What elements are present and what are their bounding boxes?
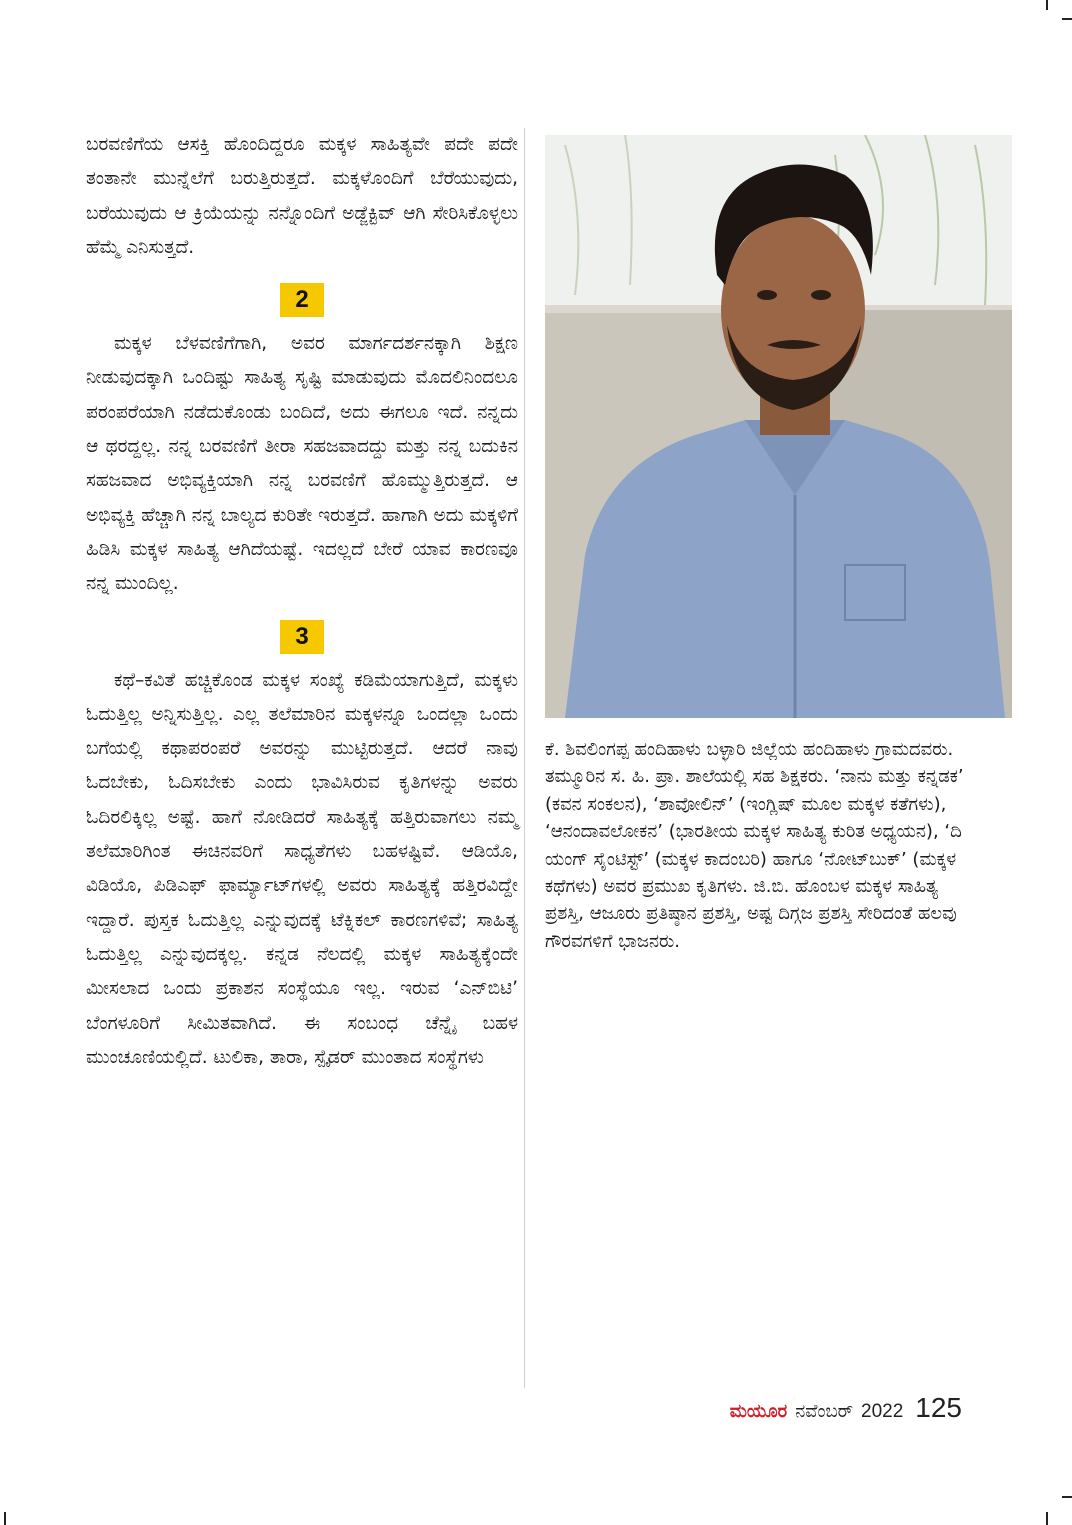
- page-footer: [730, 1392, 962, 1428]
- intro-paragraph: ಬರವಣಿಗೆಯ ಆಸಕ್ತಿ ಹೊಂದಿದ್ದರೂ ಮಕ್ಕಳ ಸಾಹಿತ್ಯವೇ ಪದೇ ಪದೇ ತಂತಾನೇ ಮುನ್ನೆಲೆಗೆ ಬರುತ್ತಿರುತ್ತದೆ. ಮಕ್ಕಳೊಂದಿಗೆ ಬೆರೆಯುವುದು, ಬರೆಯುವುದು ಆ ಕ್ರಿಯೆಯನ್ನು ನನ್ನೊಂದಿಗೆ ಅಡ್ಜೆಕ್ಟಿವ್ ಆಗಿ ಸೇರಿಸಿಕೊಳ್ಳಲು ಹೆಮ್ಮೆ ಎನಿಸುತ್ತದೆ.: [86, 134, 518, 258]
- crop-mark: [1062, 1496, 1072, 1498]
- section-3-header: [86, 620, 518, 654]
- page-number: 125: [915, 1392, 962, 1423]
- section-2-badge: 2: [280, 283, 324, 317]
- author-portrait-photo: [545, 135, 1012, 718]
- section-2-header: [86, 283, 518, 317]
- crop-mark: [1062, 18, 1072, 20]
- article-column: [86, 128, 518, 1075]
- crop-mark: [1046, 1512, 1048, 1525]
- issue-year: 2022: [861, 1401, 904, 1422]
- section-3-badge: 3: [280, 620, 324, 654]
- caption-text: ಕೆ. ಶಿವಲಿಂಗಪ್ಪ ಹಂದಿಹಾಳು ಬಳ್ಳಾರಿ ಜಿಲ್ಲೆಯ ಹಂದಿಹಾಳು ಗ್ರಾಮದವರು. ತಮ್ಮೂರಿನ ಸ. ಹಿ. ಪ್ರಾ. ಶಾಲೆಯಲ್ಲಿ ಸಹ ಶಿಕ್ಷಕರು. ‘ನಾನು ಮತ್ತು ಕನ್ನಡಕ’ (ಕವನ ಸಂಕಲನ), ‘ಶಾವೋಲಿನ್’ (ಇಂಗ್ಲಿಷ್ ಮೂಲ ಮಕ್ಕಳ ಕತೆಗಳು), ‘ಆನಂದಾವಲೋಕನ’ (ಭಾರತೀಯ ಮಕ್ಕಳ ಸಾಹಿತ್ಯ ಕುರಿತ ಅಧ್ಯಯನ), ‘ದಿ ಯಂಗ್ ಸೈಂಟಿಸ್ಟ್’ (ಮಕ್ಕಳ ಕಾದಂಬರಿ) ಹಾಗೂ ‘ನೋಟ್‌ಬುಕ್’ (ಮಕ್ಕಳ ಕಥೆಗಳು) ಅವರ ಪ್ರಮುಖ ಕೃತಿಗಳು. ಜಿ.ಬಿ. ಹೊಂಬಳ ಮಕ್ಕಳ ಸಾಹಿತ್ಯ ಪ್ರಶಸ್ತಿ, ಆಜೂರು ಪ್ರತಿಷ್ಠಾನ ಪ್ರಶಸ್ತಿ, ಅಷ್ಟ ದಿಗ್ಗಜ ಪ್ರಶಸ್ತಿ ಸೇರಿದಂತೆ ಹಲವು ಗೌರವಗಳಿಗೆ ಭಾಜನರು.: [545, 739, 964, 952]
- column-divider: [524, 128, 525, 1388]
- portrait-illustration: [545, 135, 1012, 718]
- section-2-paragraph: ಮಕ್ಕಳ ಬೆಳವಣಿಗೆಗಾಗಿ, ಅವರ ಮಾರ್ಗದರ್ಶನಕ್ಕಾಗಿ ಶಿಕ್ಷಣ ನೀಡುವುದಕ್ಕಾಗಿ ಒಂದಿಷ್ಟು ಸಾಹಿತ್ಯ ಸೃಷ್ಟಿ ಮಾಡುವುದು ಮೊದಲಿನಿಂದಲೂ ಪರಂಪರೆಯಾಗಿ ನಡೆದುಕೊಂಡು ಬಂದಿದೆ, ಅದು ಈಗಲೂ ಇದೆ. ನನ್ನದು ಆ ಥರದ್ದಲ್ಲ. ನನ್ನ ಬರವಣಿಗೆ ತೀರಾ ಸಹಜವಾದದ್ದು ಮತ್ತು ನನ್ನ ಬದುಕಿನ ಸಹಜವಾದ ಅಭಿವ್ಯಕ್ತಿಯಾಗಿ ನನ್ನ ಬರವಣಿಗೆ ಹೊಮ್ಮುತ್ತಿರುತ್ತದೆ. ಆ ಅಭಿವ್ಯಕ್ತಿ ಹೆಚ್ಚಾಗಿ ನನ್ನ ಬಾಲ್ಯದ ಕುರಿತೇ ಇರುತ್ತದೆ. ಹಾಗಾಗಿ ಅದು ಮಕ್ಕಳಿಗೆ ಹಿಡಿಸಿ ಮಕ್ಕಳ ಸಾಹಿತ್ಯ ಆಗಿದೆಯಷ್ಟೆ. ಇದಲ್ಲದೆ ಬೇರೆ ಯಾವ ಕಾರಣವೂ ನನ್ನ ಮುಂದಿಲ್ಲ.: [86, 333, 518, 595]
- photo-caption: [545, 736, 975, 955]
- crop-mark: [1046, 0, 1048, 10]
- issue-month: ನವೆಂಬರ್: [795, 1401, 853, 1422]
- section-3-paragraph: ಕಥೆ–ಕವಿತೆ ಹಚ್ಚಿಕೊಂಡ ಮಕ್ಕಳ ಸಂಖ್ಯೆ ಕಡಿಮೆಯಾಗುತ್ತಿದೆ, ಮಕ್ಕಳು ಓದುತ್ತಿಲ್ಲ ಅನ್ನಿಸುತ್ತಿಲ್ಲ. ಎಲ್ಲ ತಲೆಮಾರಿನ ಮಕ್ಕಳನ್ನೂ ಒಂದಲ್ಲಾ ಒಂದು ಬಗೆಯಲ್ಲಿ ಕಥಾಪರಂಪರೆ ಅವರನ್ನು ಮುಟ್ಟಿರುತ್ತದೆ. ಆದರೆ ನಾವು ಓದಬೇಕು, ಓದಿಸಬೇಕು ಎಂದು ಭಾವಿಸಿರುವ ಕೃತಿಗಳನ್ನು ಅವರು ಓದಿರಲಿಕ್ಕಿಲ್ಲ ಅಷ್ಟೆ. ಹಾಗೆ ನೋಡಿದರೆ ಸಾಹಿತ್ಯಕ್ಕೆ ಹತ್ತಿರುವಾಗಲು ನಮ್ಮ ತಲೆಮಾರಿಗಿಂತ ಈಚಿನವರಿಗೆ ಸಾಧ್ಯತೆಗಳು ಬಹಳಷ್ಟಿವೆ. ಆಡಿಯೊ, ವಿಡಿಯೊ, ಪಿಡಿಎಫ್ ಫಾರ್ಮ್ಯಾಟ್‌ಗಳಲ್ಲಿ ಅವರು ಸಾಹಿತ್ಯಕ್ಕೆ ಹತ್ತಿರವಿದ್ದೇ ಇದ್ದಾರೆ. ಪುಸ್ತಕ ಓದುತ್ತಿಲ್ಲ ಎನ್ನುವುದಕ್ಕೆ ಟೆಕ್ನಿಕಲ್ ಕಾರಣಗಳಿವೆ; ಸಾಹಿತ್ಯ ಓದುತ್ತಿಲ್ಲ ಎನ್ನುವುದಕ್ಕಲ್ಲ. ಕನ್ನಡ ನೆಲದಲ್ಲಿ ಮಕ್ಕಳ ಸಾಹಿತ್ಯಕ್ಕೆಂದೇ ಮೀಸಲಾದ ಒಂದು ಪ್ರಕಾಶನ ಸಂಸ್ಥೆಯೂ ಇಲ್ಲ. ಇರುವ ‘ಎನ್‌ಬಿಟಿ’ ಬೆಂಗಳೂರಿಗೆ ಸೀಮಿತವಾಗಿದೆ. ಈ ಸಂಬಂಧ ಚೆನ್ನೈ ಬಹಳ ಮುಂಚೂಣಿಯಲ್ಲಿದೆ. ಟುಲಿಕಾ, ತಾರಾ, ಸ್ಪೈಡರ್ ಮುಂತಾದ ಸಂಸ್ಥೆಗಳು: [86, 669, 518, 1068]
- crop-mark: [4, 1512, 6, 1525]
- magazine-brand: ಮಯೂರ: [729, 1401, 788, 1422]
